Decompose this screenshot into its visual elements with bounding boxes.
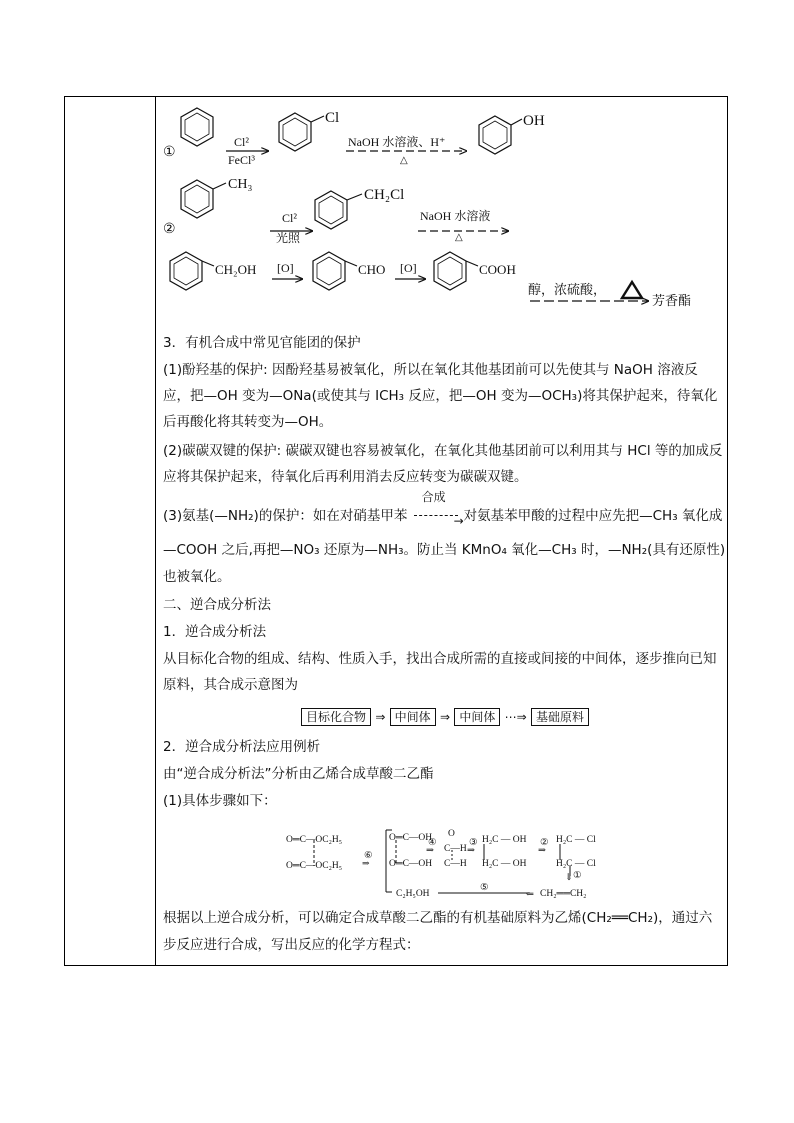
svg-text:⇒: ⇒ bbox=[426, 846, 434, 856]
rxn2-methyl-label: CH₃ bbox=[228, 177, 253, 192]
paragraph-example: 由“逆合成分析法”分析由乙烯合成草酸二乙酯 bbox=[163, 766, 434, 782]
amino-text-b: 对氨基苯甲酸的过程中应先把—CH₃ 氧化成 bbox=[463, 508, 723, 524]
rxn3-product: 芳香酯 bbox=[652, 294, 692, 309]
rxn3-ox1: [O] bbox=[277, 261, 294, 275]
rxn3-ox2: [O] bbox=[400, 261, 417, 275]
svg-text:⇒: ⇒ bbox=[467, 846, 475, 856]
flow-arrow-icon: ⇒ bbox=[439, 710, 451, 724]
svg-text:⇓: ⇓ bbox=[565, 873, 573, 883]
acid-bottom: O═C—OH bbox=[389, 859, 433, 869]
benzene-ring bbox=[279, 113, 311, 151]
rxn1-product1-label: Cl bbox=[325, 110, 340, 126]
flow-box-target: 目标化合物 bbox=[301, 708, 371, 726]
rxn1-reagent-top: Cl² bbox=[234, 135, 249, 149]
synthesis-arrow-label: 合成 bbox=[421, 490, 446, 504]
step-2: ② bbox=[540, 838, 549, 848]
acid-top: O═C—OH bbox=[389, 833, 433, 843]
step-4: ④ bbox=[428, 838, 437, 848]
svg-text:⇐: ⇐ bbox=[526, 890, 534, 900]
glycol-bottom: H₂C — OH bbox=[482, 859, 527, 869]
rxn2-reagent2-top: NaOH 水溶液 bbox=[420, 209, 491, 223]
step-1: ① bbox=[573, 871, 582, 881]
rxn1-reagent2-top: NaOH 水溶液、H⁺ bbox=[348, 135, 446, 149]
subsection-title-2: 2．逆合成分析法应用例析 bbox=[163, 739, 321, 755]
rxn3-start-label: CH₂OH bbox=[215, 262, 257, 277]
rxn2-reagent-bottom: 光照 bbox=[276, 231, 301, 245]
rxn2-reagent-top: Cl² bbox=[282, 211, 297, 225]
rxn2-reagent2-bottom: △ bbox=[455, 232, 463, 243]
glyoxal-c1: C—H bbox=[444, 844, 467, 854]
benzene-ring bbox=[315, 191, 347, 229]
synthesis-arrow: 合成 → bbox=[412, 506, 464, 526]
ester-bottom: O═C—OC₂H₅ bbox=[286, 861, 343, 871]
flow-box-intermediate-2: 中间体 bbox=[454, 708, 500, 726]
step-3: ③ bbox=[469, 838, 478, 848]
rxn1-product2-label: OH bbox=[523, 113, 545, 129]
benzene-ring bbox=[181, 108, 213, 146]
flow-box-intermediate-1: 中间体 bbox=[390, 708, 436, 726]
ethanol: C₂H₅OH bbox=[396, 889, 430, 899]
dichloride-bottom: H₂C — Cl bbox=[556, 859, 596, 869]
rxn1-reagent2-bottom: △ bbox=[400, 155, 408, 166]
ethylene: CH₂══CH₂ bbox=[540, 889, 587, 899]
paragraph-phenol-protection: (1)酚羟基的保护: 因酚羟基易被氧化，所以在氧化其他基团前可以先使其与 NaOH 溶液反应，把—OH 变为—ONa(或使其与 ICH₃ 反应，把—OH 变为—OCH₃)将其保护起来，待氧化后再酸化将其转变为—OH。 bbox=[163, 362, 718, 430]
rxn2-number: ② bbox=[163, 222, 176, 237]
section-title-protection: 3．有机合成中常见官能团的保护 bbox=[163, 335, 361, 351]
benzene-ring bbox=[313, 252, 345, 290]
reaction-schemes bbox=[0, 0, 794, 330]
amino-text-a: (3)氨基(—NH₂)的保护：如在对硝基甲苯 bbox=[163, 508, 408, 524]
svg-text:⇒: ⇒ bbox=[538, 846, 546, 856]
rxn1-number: ① bbox=[163, 145, 176, 160]
rxn3-mid-label: CHO bbox=[358, 262, 386, 277]
glycol-top: H₂C — OH bbox=[482, 835, 527, 845]
paragraph-retro-intro: 从目标化合物的组成、结构、性质入手，找出合成所需的直接或间接的中间体，逐步推向已知原料，其合成示意图为 bbox=[163, 651, 717, 693]
rxn2-product-label: CH₂Cl bbox=[364, 187, 405, 203]
ester-top: O═C—OC₂H₅ bbox=[286, 835, 343, 845]
paragraph-conclusion-1: 根据以上逆合成分析，可以确定合成草酸二乙酯的有机基础原料为乙烯(CH₂══CH₂)，通过六 bbox=[163, 910, 713, 926]
paragraph-alkene-protection: (2)碳碳双键的保护: 碳碳双键也容易被氧化，在氧化其他基团前可以利用其与 HCl 等的加成反应将其保护起来，待氧化后再利用消去反应转变为碳碳双键。 bbox=[163, 443, 723, 485]
step-5: ⑤ bbox=[480, 883, 489, 893]
paragraph-conclusion-2: 步反应进行合成，写出反应的化学方程式： bbox=[163, 937, 420, 953]
paragraph-amino-line2: —COOH 之后,再把—NO₃ 还原为—NH₃。防止当 KMnO₄ 氧化—CH₃ 时，—NH₂(具有还原性) bbox=[163, 542, 726, 558]
subsection-title-1: 1．逆合成分析法 bbox=[163, 624, 267, 640]
rxn3-end-label: COOH bbox=[479, 262, 516, 277]
glyoxal-o: O bbox=[448, 829, 455, 839]
paragraph-amino-line3: 也被氧化。 bbox=[163, 569, 231, 585]
flow-dotted-arrow-icon: ⋯⇒ bbox=[504, 710, 527, 724]
rxn1-reagent-bottom: FeCl³ bbox=[228, 153, 255, 167]
paragraph-amino-line1 bbox=[163, 490, 723, 529]
glyoxal-c2: C—H bbox=[444, 859, 467, 869]
svg-text:⇒: ⇒ bbox=[362, 858, 370, 868]
step-6: ⑥ bbox=[364, 851, 373, 861]
section-title-retrosynthesis: 二、逆合成分析法 bbox=[163, 597, 271, 613]
delta-symbol bbox=[622, 282, 642, 298]
benzene-ring bbox=[434, 252, 466, 290]
flow-diagram bbox=[301, 704, 589, 730]
rxn3-condition: 醇，浓硫酸， bbox=[528, 283, 607, 298]
flow-box-raw-material: 基础原料 bbox=[531, 708, 589, 726]
retrosynthesis-scheme bbox=[0, 820, 794, 910]
paragraph-steps: (1)具体步骤如下： bbox=[163, 793, 277, 809]
benzene-ring bbox=[479, 116, 511, 154]
flow-arrow-icon: ⇒ bbox=[375, 710, 386, 724]
dichloride-top: H₂C — Cl bbox=[556, 835, 596, 845]
benzene-ring bbox=[181, 180, 213, 218]
benzene-ring bbox=[170, 252, 202, 290]
